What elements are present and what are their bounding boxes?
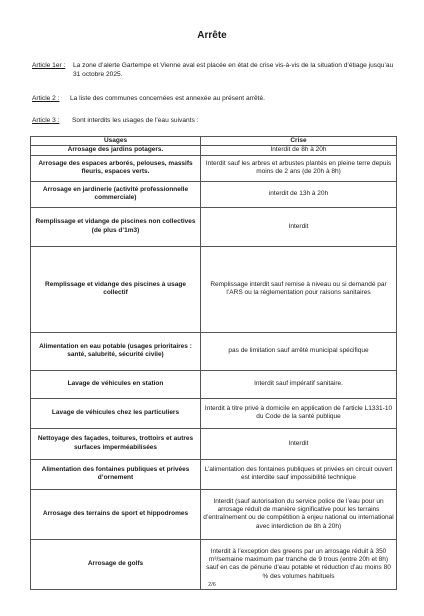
header-crise: Crise xyxy=(201,137,397,146)
water-restrictions-table xyxy=(30,136,397,590)
article-2-label: Article 2 : xyxy=(32,95,60,102)
table-row xyxy=(31,398,397,428)
table-row xyxy=(31,428,397,459)
crise-cell: Interdit sauf impératif sanitaire. xyxy=(201,370,397,398)
crise-cell: interdit de 13h à 20h xyxy=(201,181,397,207)
crise-cell: Interdit xyxy=(201,428,397,459)
table-row xyxy=(31,246,397,332)
crise-cell: Interdit sauf les arbres et arbustes plantés en pleine terre depuis moins de 2 ans (de 20h à 8h) xyxy=(201,155,397,181)
table-row xyxy=(31,207,397,246)
usage-cell: Arrosage en jardinerie (activité professionnelle commerciale) xyxy=(31,181,201,207)
crise-cell: L’alimentation des fontaines publiques et privées en circuit ouvert est interdite sauf impossibilité technique xyxy=(201,459,397,489)
page-number: 2/6 xyxy=(208,582,216,588)
article-3 xyxy=(32,117,397,126)
usage-cell: Remplissage et vidange de piscines non collectives (de plus d’1m3) xyxy=(31,207,201,246)
table-row xyxy=(31,155,397,181)
usage-cell: Arrosage de golfs xyxy=(31,539,201,589)
article-1-text: La zone d’alerte Gartempe et Vienne aval est placée en état de crise vis-à-vis de la situation d’étiage jusqu’au 31 octobre 2025. xyxy=(73,62,394,78)
document-title: Arrête xyxy=(197,30,227,41)
usage-cell: Lavage de véhicules en station xyxy=(31,370,201,398)
crise-cell: Remplissage interdit sauf remise à niveau ou si demandé par l’ARS ou la réglementation pour raisons sanitaires xyxy=(201,246,397,332)
usage-cell: Arrosage des terrains de sport et hippodromes xyxy=(31,489,201,539)
table-row xyxy=(31,370,397,398)
crise-cell: pas de limitation sauf arrêté municipal spécifique xyxy=(201,332,397,370)
header-usages: Usages xyxy=(31,137,201,146)
table-row xyxy=(31,459,397,489)
table-row xyxy=(31,181,397,207)
usage-cell: Arrosage des jardins potagers. xyxy=(31,146,201,155)
usage-cell: Remplissage et vidange des piscines à usage collectif xyxy=(31,246,201,332)
table-header-row xyxy=(31,137,397,146)
usage-cell: Alimentation des fontaines publiques et privées d’ornement xyxy=(31,459,201,489)
crise-cell: Interdit à l’exception des greens par un arrosage réduit à 350 m³/semaine maximum par tranche de 9 trous (entre 20h et 8h) sauf en cas de pénurie d’eau potable et réduction d’au moins 80 % des volumes habituels xyxy=(201,539,397,589)
article-1 xyxy=(32,62,397,80)
usage-cell: Lavage de véhicules chez les particuliers xyxy=(31,398,201,428)
crise-cell: Interdit de 8h à 20h xyxy=(201,146,397,155)
crise-cell: Interdit (sauf autorisation du service police de l’eau pour un arrosage réduit de manière significative pour les terrains d’entraînement ou de compétition à enjeu national ou international avec interdiction de 8h à 20h) xyxy=(201,489,397,539)
table-row xyxy=(31,489,397,539)
crise-cell: Interdit à titre privé à domicile en application de l’article L1331-10 du Code de la santé publique xyxy=(201,398,397,428)
article-1-label: Article 1er : xyxy=(32,62,66,69)
table-row xyxy=(31,146,397,155)
usage-cell: Nettoyage des façades, toitures, trottoirs et autres surfaces imperméabilisées xyxy=(31,428,201,459)
article-2 xyxy=(32,95,397,104)
usage-cell: Arrosage des espaces arborés, pelouses, massifs fleuris, espaces verts. xyxy=(31,155,201,181)
crise-cell: Interdit xyxy=(201,207,397,246)
table-row xyxy=(31,332,397,370)
usage-cell: Alimentation en eau potable (usages prioritaires : santé, salubrité, sécurité civile) xyxy=(31,332,201,370)
article-3-text: Sont interdits les usages de l’eau suivants : xyxy=(72,117,199,124)
article-2-text: La liste des communes concernées est annexée au présent arrêté. xyxy=(70,95,265,102)
article-3-label: Article 3 : xyxy=(32,117,60,124)
